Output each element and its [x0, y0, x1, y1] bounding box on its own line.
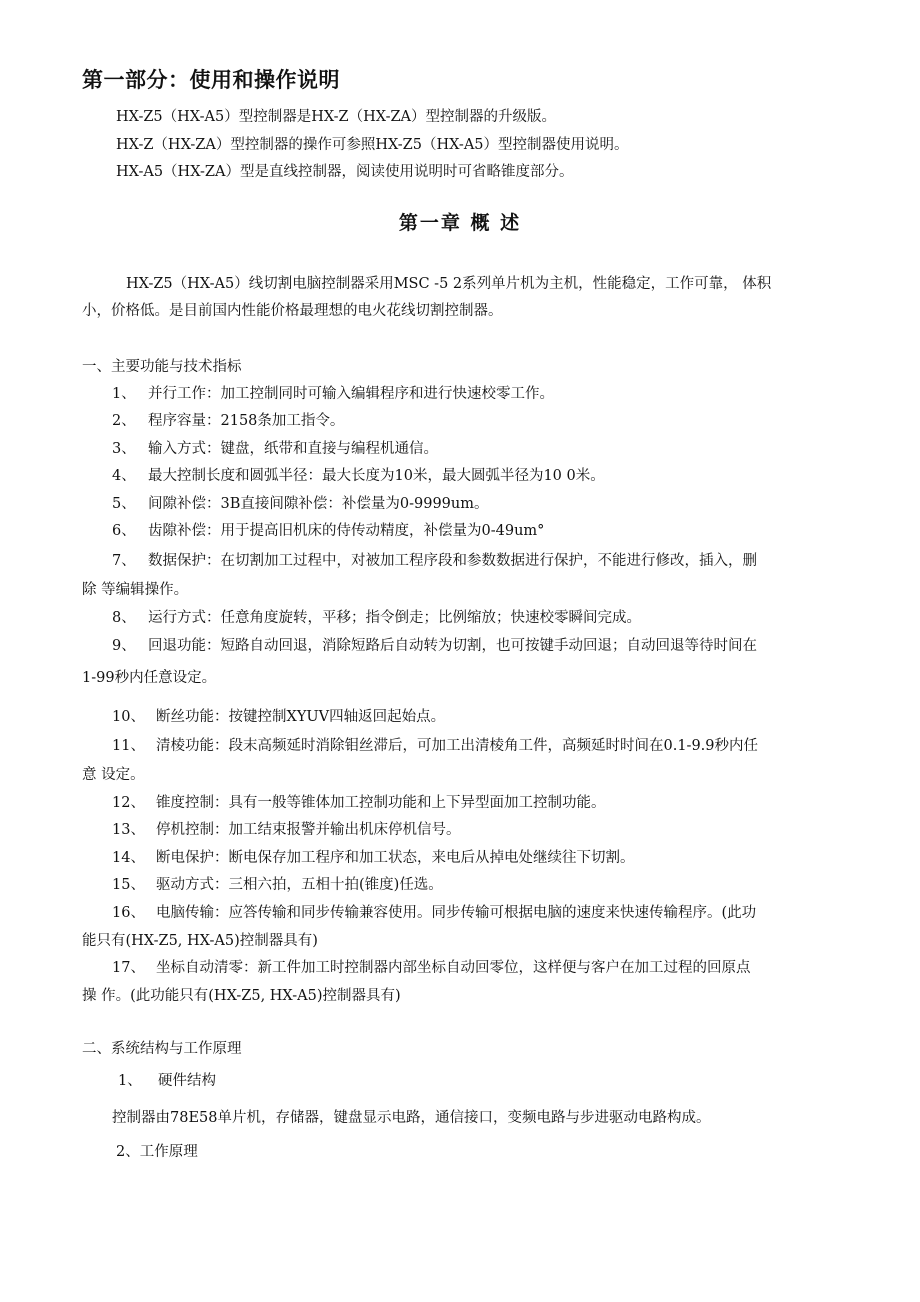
list-item: 5、 间隙补偿：3B直接间隙补偿：补偿量为0-9999um。 — [112, 496, 489, 512]
list-item: 11、 清棱功能：段末高频延时消除钼丝滞后，可加工出清棱角工件，高频延时时间在0.1-9.9秒内任 — [112, 738, 759, 754]
overview-line-2: 小，价格低。是目前国内性能价格最理想的电火花线切割控制器。 — [82, 303, 503, 319]
list-item: 9、 回退功能：短路自动回退，消除短路后自动转为切割，也可按键手动回退；自动回退等待时间在 — [112, 638, 757, 654]
list-item: 2、 程序容量：2158条加工指令。 — [112, 413, 345, 429]
list-item: 10、 断丝功能：按键控制XYUV四轴返回起始点。 — [112, 709, 446, 725]
list-item-continuation: 操 作。(此功能只有(HX-Z5, HX-A5)控制器具有) — [82, 988, 401, 1004]
overview-line-1: HX-Z5（HX-A5）线切割电脑控制器采用MSC -5 2系列单片机为主机，性能稳定，工作可靠， 体积 — [126, 276, 772, 292]
list-item: 13、 停机控制：加工结束报警并输出机床停机信号。 — [112, 822, 461, 838]
section-1-title: 一、主要功能与技术指标 — [82, 359, 242, 375]
intro-line-1: HX-Z5（HX-A5）型控制器是HX-Z（HX-ZA）型控制器的升级版。 — [116, 109, 557, 125]
list-item: 7、 数据保护：在切割加工过程中，对被加工程序段和参数数据进行保护，不能进行修改，插入，删 — [112, 553, 757, 569]
list-item: 17、 坐标自动清零：新工件加工时控制器内部坐标自动回零位，这样便与客户在加工过程的回原点 — [112, 960, 751, 976]
list-item: 1、 并行工作：加工控制同时可输入编辑程序和进行快速校零工作。 — [112, 386, 554, 402]
list-item: 4、 最大控制长度和圆弧半径：最大长度为10米，最大圆弧半径为10 0米。 — [112, 468, 605, 484]
chapter-title: 第一章 概 述 — [398, 212, 522, 234]
list-item: 15、 驱动方式：三相六拍，五相十拍(锥度)任选。 — [112, 877, 443, 893]
subsection-1-heading: 1、 硬件结构 — [118, 1073, 216, 1089]
list-item-continuation: 除 等编辑操作。 — [82, 582, 189, 598]
list-item-continuation: 能只有(HX-Z5, HX-A5)控制器具有) — [82, 933, 318, 949]
list-item: 12、 锥度控制：具有一般等锥体加工控制功能和上下异型面加工控制功能。 — [112, 795, 606, 811]
list-item: 14、 断电保护：断电保存加工程序和加工状态，来电后从掉电处继续往下切割。 — [112, 850, 635, 866]
list-item: 3、 输入方式：键盘，纸带和直接与编程机通信。 — [112, 441, 438, 457]
list-item: 16、 电脑传输：应答传输和同步传输兼容使用。同步传输可根据电脑的速度来快速传输程序。(此功 — [112, 905, 757, 921]
list-item: 8、 运行方式：任意角度旋转，平移；指令倒走；比例缩放；快速校零瞬间完成。 — [112, 610, 641, 626]
list-item: 6、 齿隙补偿：用于提高旧机床的侍传动精度，补偿量为0-49um° — [112, 523, 545, 539]
subsection-1-text: 控制器由78E58单片机，存储器，键盘显示电路，通信接口，变频电路与步进驱动电路构成。 — [112, 1110, 711, 1126]
intro-line-2: HX-Z（HX-ZA）型控制器的操作可参照HX-Z5（HX-A5）型控制器使用说明。 — [116, 137, 629, 153]
part-title: 第一部分：使用和操作说明 — [82, 68, 340, 92]
subsection-2-heading: 2、工作原理 — [116, 1144, 198, 1160]
list-item-continuation: 1-99秒内任意设定。 — [82, 670, 217, 686]
section-2-title: 二、系统结构与工作原理 — [82, 1041, 242, 1057]
intro-line-3: HX-A5（HX-ZA）型是直线控制器，阅读使用说明时可省略锥度部分。 — [116, 164, 574, 180]
list-item-continuation: 意 设定。 — [82, 767, 145, 783]
